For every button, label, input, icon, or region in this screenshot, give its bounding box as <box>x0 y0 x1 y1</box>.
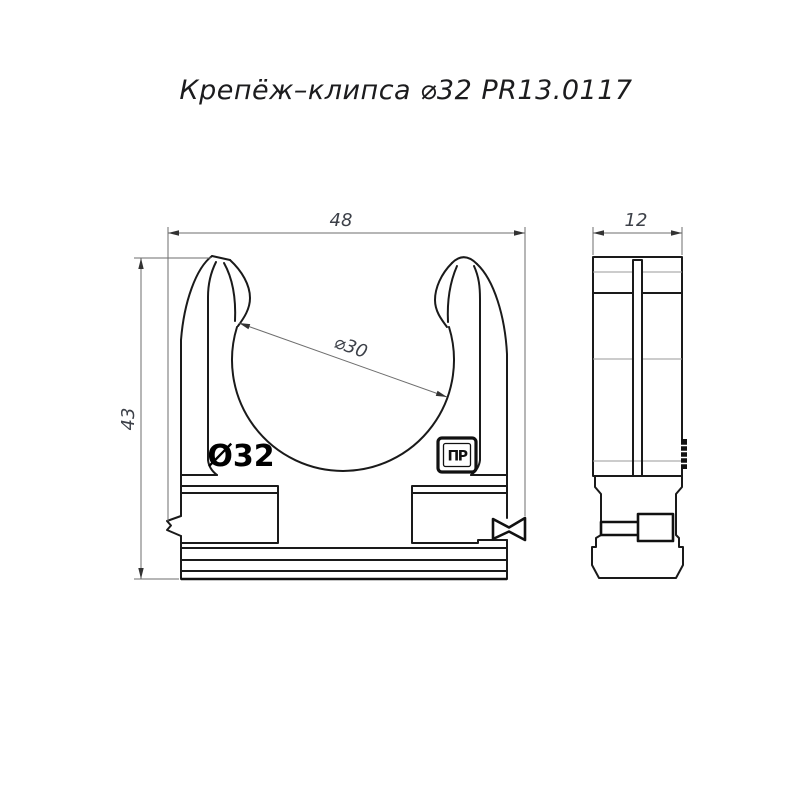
dimension-bore-label: ⌀30 <box>331 331 371 363</box>
dimension-width-arrow-left <box>168 230 179 235</box>
front-left-arm-tip <box>212 256 230 260</box>
dimension-depth-label: 12 <box>624 210 648 231</box>
dimension-depth-lines <box>593 227 682 255</box>
dimension-depth <box>593 210 682 255</box>
side-latch-bars <box>601 514 673 541</box>
front-right-arm-outer <box>477 264 507 518</box>
front-left-latch <box>167 516 181 536</box>
manufacturer-logo <box>438 438 476 472</box>
front-base-strips <box>181 548 507 571</box>
side-rib-block <box>681 439 687 469</box>
dimension-height-arrow-bottom <box>138 568 143 579</box>
dimension-width-lines <box>168 227 525 521</box>
dimension-height <box>118 258 211 579</box>
front-right-arm-tip <box>452 257 477 264</box>
dimension-width-label: 48 <box>329 210 353 231</box>
front-left-claw-fold <box>224 263 235 321</box>
marking-text: Ø32 <box>207 439 275 474</box>
side-center-slot <box>633 260 642 476</box>
side-ribbed-strip <box>681 439 687 469</box>
dimension-height-lines <box>134 258 211 579</box>
dimension-height-arrow-top <box>138 258 143 269</box>
side-view <box>592 257 687 578</box>
dimension-height-label: 43 <box>118 407 139 431</box>
dimension-depth-arrow-right <box>671 230 682 235</box>
front-left-pocket <box>181 486 278 543</box>
dimension-depth-arrow-left <box>593 230 604 235</box>
drawing-title: Крепёж–клипса ⌀32 PR13.0117 <box>179 75 633 106</box>
dimension-bore-arrow-right <box>436 391 448 400</box>
logo-monogram: ПР <box>447 448 467 465</box>
dimension-width-arrow-right <box>514 230 525 235</box>
front-right-latch <box>493 518 525 540</box>
dimension-bore <box>238 320 448 399</box>
front-right-claw-fold <box>448 266 457 322</box>
front-view <box>167 256 525 579</box>
side-tangent-lines <box>593 272 682 461</box>
side-upper-body <box>593 257 682 476</box>
